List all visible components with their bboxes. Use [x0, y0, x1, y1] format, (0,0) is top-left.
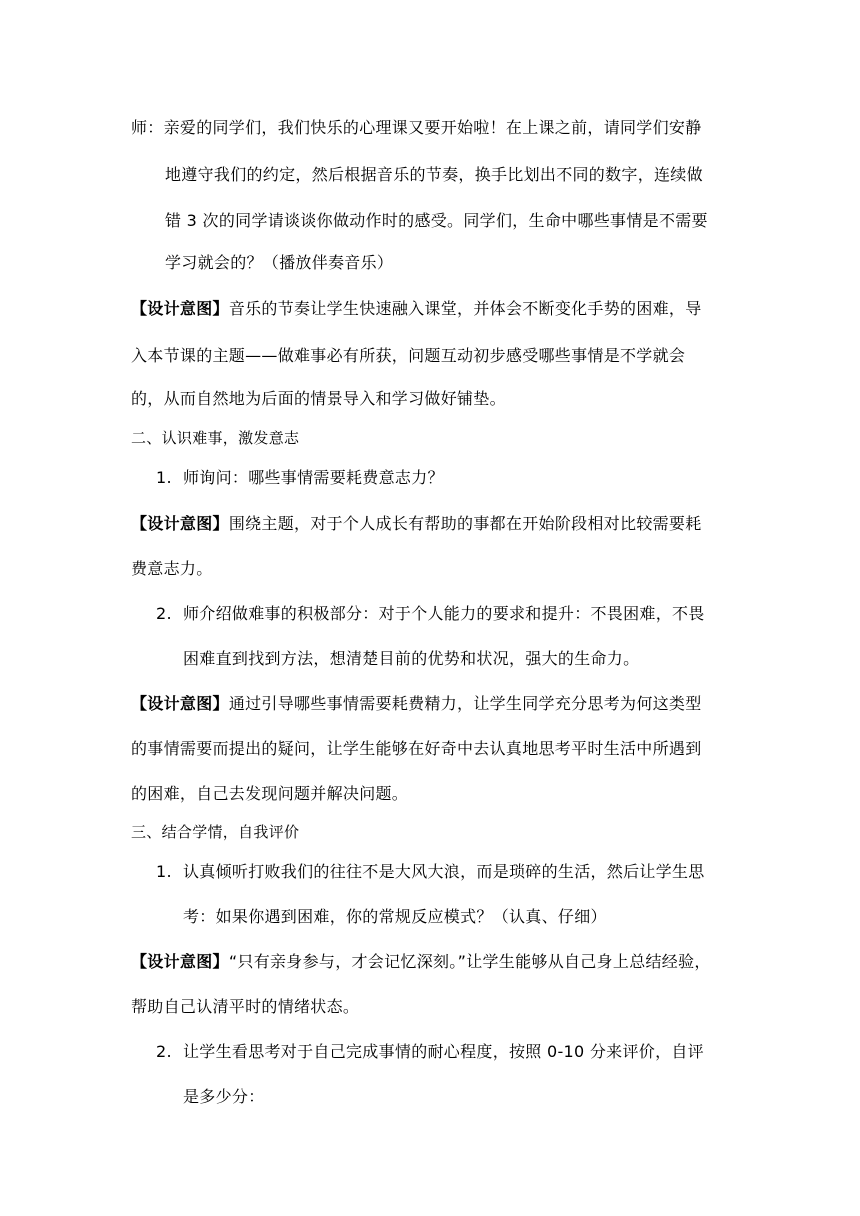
design-intent-1-line-3: 的，从而自然地为后面的情景导入和学习做好铺垫。: [131, 389, 506, 408]
section-2-heading: 二、认识难事，激发意志: [131, 429, 300, 447]
design-intent-label: 【设计意图】: [131, 694, 229, 713]
section-3-heading: 三、结合学情，自我评价: [131, 823, 300, 841]
intro-line-1: 师：亲爱的同学们，我们快乐的心理课又要开始啦！在上课之前，请同学们安静: [131, 118, 702, 137]
section-2-item-2-line-2: 困难直到找到方法，想清楚目前的优势和状况，强大的生命力。: [183, 649, 640, 668]
section-3-item-1-line-1: 认真倾听打败我们的往往不是大风大浪，而是琐碎的生活，然后让学生思: [183, 862, 705, 881]
design-intent-4-first-line: [131, 951, 711, 973]
section-2-item-1-line-1: 师询问：哪些事情需要耗费意志力？: [183, 468, 444, 487]
section-2-item-2-line-1: 师介绍做难事的积极部分：对于个人能力的要求和提升：不畏困难，不畏: [183, 604, 705, 623]
design-intent-2-first-line: [131, 513, 702, 535]
intro-line-3: 错 3 次的同学请谈谈你做动作时的感受。同学们，生命中哪些事情是不需要: [165, 211, 708, 230]
section-3-item-1-line-2: 考：如果你遇到困难，你的常规反应模式？（认真、仔细）: [183, 907, 607, 926]
design-intent-label: 【设计意图】: [131, 299, 229, 318]
section-2-item-1-number: 1.: [156, 468, 172, 487]
design-intent-1-line-2: 入本节课的主题——做难事必有所获，问题互动初步感受哪些事情是不学就会: [131, 346, 686, 365]
design-intent-text: 通过引导哪些事情需要耗费精力，让学生同学充分思考为何这类型: [228, 694, 702, 713]
design-intent-text: “只有亲身参与，才会记忆深刻。”让学生能够从自己身上总结经验，: [228, 952, 711, 971]
design-intent-text: 围绕主题，对于个人成长有帮助的事都在开始阶段相对比较需要耗: [228, 514, 702, 533]
section-3-item-2-line-2: 是多少分：: [183, 1087, 265, 1106]
section-2-item-2-number: 2.: [156, 604, 172, 623]
design-intent-3-first-line: [131, 693, 702, 715]
design-intent-3-line-2: 的事情需要而提出的疑问，让学生能够在好奇中去认真地思考平时生活中所遇到: [131, 739, 702, 758]
design-intent-text: 音乐的节奏让学生快速融入课堂，并体会不断变化手势的困难，导: [228, 299, 702, 318]
intro-line-4: 学习就会的？（播放伴奏音乐）: [165, 253, 394, 272]
design-intent-label: 【设计意图】: [131, 514, 229, 533]
design-intent-3-line-3: 的困难，自己去发现问题并解决问题。: [131, 784, 409, 803]
section-3-item-2-line-1: 让学生看思考对于自己完成事情的耐心程度，按照 0-10 分来评价，自评: [183, 1042, 704, 1061]
section-3-item-2-number: 2.: [156, 1042, 172, 1061]
design-intent-4-line-2: 帮助自己认清平时的情绪状态。: [131, 997, 360, 1016]
section-3-item-1-number: 1.: [156, 862, 172, 881]
design-intent-2-line-2: 费意志力。: [131, 559, 213, 578]
design-intent-1-first-line: [131, 298, 702, 320]
design-intent-label: 【设计意图】: [131, 952, 229, 971]
intro-line-2: 地遵守我们的约定，然后根据音乐的节奏，换手比划出不同的数字，连续做: [165, 165, 703, 184]
